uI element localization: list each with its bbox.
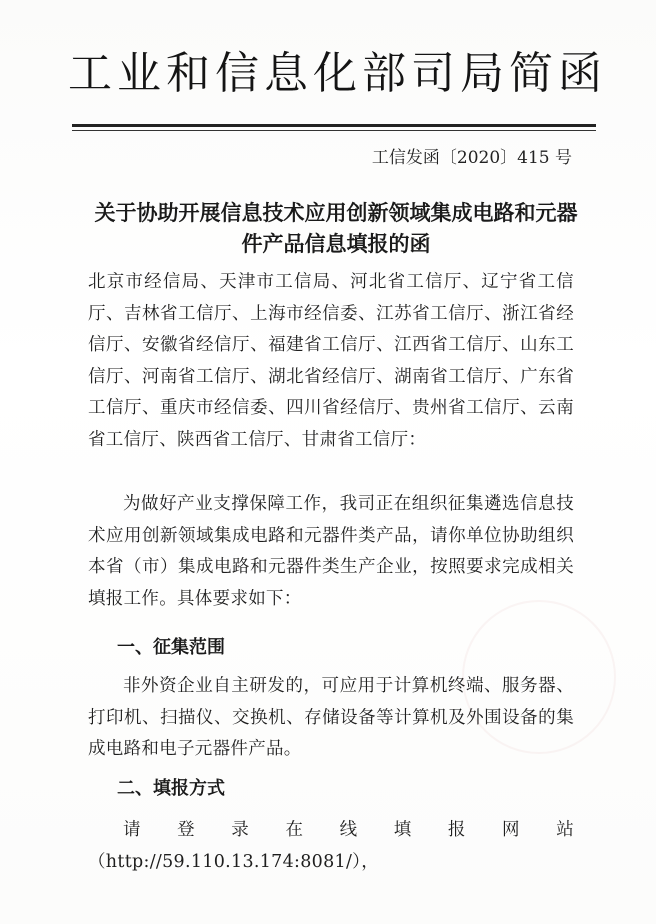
- letterhead-title: 工业和信息化部司局简函: [68, 48, 607, 99]
- letterhead-rule-thin: [72, 130, 596, 131]
- section-2-body: 请登录在线填报网站（http://59.110.13.174:8081/），: [88, 820, 574, 872]
- document-number: 工信发函〔2020〕415 号: [371, 148, 572, 168]
- recipient-list: 北京市经信局、天津市工信局、河北省工信厅、辽宁省工信厅、吉林省工信厅、上海市经信委、江苏省工信厅、浙江省经信厅、安徽省经信厅、福建省工信厅、江西省工信厅、山东工信厅、河南省工信厅、湖北省经信厅、湖南省工信厅、广东省工信厅、重庆市经信委、四川省经信厅、贵州省工信厅、云南省工信厅、陕西省工信厅、甘肃省工信厅：: [88, 272, 574, 450]
- section-1-heading: 一、征集范围: [117, 637, 225, 658]
- letterhead-rule-thick: [72, 124, 596, 127]
- intro-paragraph: 为做好产业支撑保障工作，我司正在组织征集遴选信息技术应用创新领域集成电路和元器件类产品，请你单位协助组织本省（市）集成电路和元器件类生产企业，按照要求完成相关填报工作。具体要求如下：: [88, 494, 574, 609]
- faint-stamp-mark: [462, 600, 616, 754]
- section-1-body: 非外资企业自主研发的，可应用于计算机终端、服务器、打印机、扫描仪、交换机、存储设备等计算机及外围设备的集成电路和电子元器件产品。: [88, 676, 574, 759]
- document-subject: 关于协助开展信息技术应用创新领域集成电路和元器件产品信息填报的函: [94, 201, 578, 256]
- section-2-heading: 二、填报方式: [117, 778, 225, 799]
